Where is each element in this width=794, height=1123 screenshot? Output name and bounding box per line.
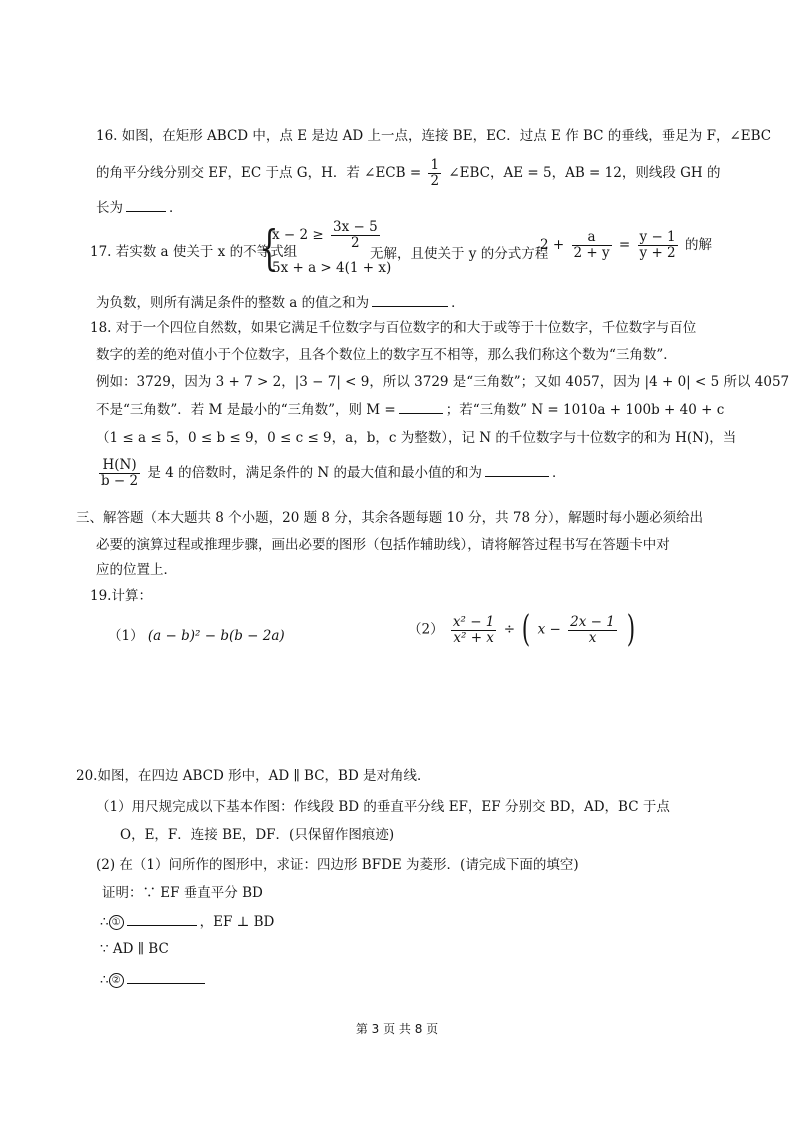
q17-inequality-system [260, 219, 392, 280]
q17-eq-num2: y − 1 [639, 229, 676, 245]
q17-line-2 [96, 292, 754, 313]
q20-proof-1: 证明：∵ EF 垂直平分 BD [102, 885, 263, 901]
q16-text-b: ∠EBC，AE = 5，AB = 12，则线段 GH 的 [448, 165, 721, 181]
q19-p2-label: （2） [408, 621, 444, 638]
q20-line-2: （1）用尺规完成以下基本作图：作线段 BD 的垂直平分线 EF，EF 分别交 BD，AD，BC 于点 [96, 799, 670, 815]
q19-p2-inner-lead: x − [537, 621, 561, 638]
q16-frac-den: 2 [430, 173, 440, 189]
q18-line6-end: ． [552, 465, 566, 481]
section3-line-3: 应的位置上． [96, 562, 177, 578]
q19-part-1 [108, 624, 285, 644]
q18-line-3: 例如：3729，因为 3 + 7 > 2，|3 − 7| < 9，所以 3729 是“三角数”；又如 4057，因为 |4 + 0| < 5 所以 4057 [96, 374, 790, 390]
q17-brace: { [260, 220, 279, 276]
q17-prefix: 17. 若实数 a 使关于 x 的不等式组 [90, 244, 298, 260]
section3-line-2: 必要的演算过程或推理步骤，画出必要的图形（包括作辅助线），请将解答过程书写在答题卡中对 [96, 537, 670, 553]
q19-p2-inner-num: 2x − 1 [570, 613, 615, 630]
q17-equation [540, 230, 712, 261]
q17-answer-prefix: 为负数，则所有满足条件的整数 a 的值之和为 [96, 295, 370, 311]
q18-frac-den: b − 2 [101, 473, 139, 489]
q17-eq-den1: 2 + y [573, 245, 610, 261]
q20-step-3 [100, 969, 754, 990]
q19-title: 19.计算： [90, 588, 152, 604]
q18-m-blank[interactable] [399, 399, 443, 414]
q19-p2-num: x² − 1 [452, 613, 495, 630]
q18-fraction [99, 458, 140, 489]
q20-line-4: (2) 在（1）问所作的图形中，求证：四边形 BFDE 为菱形．(请完成下面的填空) [96, 857, 579, 873]
q17-answer-blank[interactable] [372, 292, 448, 307]
q20-therefore-1: ∴ [100, 914, 109, 930]
q16-text-a: 的角平分线分别交 EF，EC 于点 G，H．若 ∠ECB = [96, 165, 422, 181]
q19-p2-den: x² + x [451, 630, 497, 646]
q19-part-2 [408, 609, 638, 650]
q19-p2-div: ÷ [503, 621, 516, 638]
q18-line6-text: 是 4 的倍数时，满足条件的 N 的最大值和最小值的和为 [147, 465, 482, 481]
q17-ineq-1 [272, 220, 383, 251]
q17-eq-frac-2 [638, 230, 678, 261]
q20-line-3: O，E，F．连接 BE，DF．(只保留作图痕迹) [120, 827, 395, 843]
q17-ineq1-num: 3x − 5 [333, 219, 378, 235]
q20-step-2: ∵ AD ∥ BC [100, 941, 169, 957]
q19-p2-inner-den: x [568, 630, 617, 646]
q17-middle: 无解，且使关于 y 的分式方程 [370, 246, 549, 262]
q19-right-paren: ) [626, 609, 636, 650]
q16-fraction [428, 158, 441, 189]
q17-ineq1-left: x − 2 ≥ [272, 227, 324, 243]
q19-left-paren: ( [522, 609, 531, 650]
q16-line-3 [96, 197, 754, 218]
q17-ineq-2: 5x + a > 4(1 + x) [272, 260, 392, 276]
q19-p2-inner-fraction [568, 615, 617, 646]
q16-answer-blank[interactable] [126, 197, 166, 212]
q17-suffix: 的解 [684, 237, 712, 253]
q20-blank-2[interactable] [127, 969, 205, 984]
page-footer: 第 3 页 共 8 页 [355, 1022, 439, 1036]
q20-line-1: 20.如图，在四边 ABCD 形中，AD ∥ BC，BD 是对角线． [76, 768, 431, 784]
q20-step1-after: ，EF ⊥ BD [199, 914, 275, 930]
q16-line3-end: ． [169, 200, 183, 216]
q16-line-2 [96, 158, 754, 189]
q17-ineq1-den: 2 [331, 235, 380, 251]
q18-line-2: 数字的差的绝对值小于个位数字，且各个数位上的数字互不相等，那么我们称这个数为“三角数”． [96, 347, 677, 363]
q18-line-1: 18. 对于一个四位自然数，如果它满足千位数字与百位数字的和大于或等于十位数字，千位数字与百位 [90, 320, 697, 336]
q20-step-1 [100, 911, 754, 932]
q18-line-4 [96, 399, 754, 420]
q17-eq-frac-1 [572, 230, 612, 261]
q17-eq-lead: 2 + [540, 237, 565, 253]
q20-therefore-2: ∴ [100, 972, 109, 988]
q17-eq-sign: = [618, 237, 631, 253]
q16-frac-num: 1 [430, 157, 440, 173]
q20-blank-1[interactable] [127, 911, 197, 926]
q18-line-6 [96, 458, 754, 489]
q16-line-1: 16. 如图，在矩形 ABCD 中，点 E 是边 AD 上一点，连接 BE，EC．过点 E 作 BC 的垂线，垂足为 F，∠EBC [96, 128, 772, 144]
q19-p1-expr: (a − b)² − b(b − 2a) [147, 628, 285, 644]
q20-circle-1: ① [109, 915, 124, 930]
q16-answer-prefix: 长为 [96, 200, 123, 216]
q19-p1-label: （1） [108, 628, 144, 644]
section3-line-1: 三、解答题（本大题共 8 个小题，20 题 8 分，其余各题每题 10 分，共 78 分），解题时每小题必须给出 [76, 510, 704, 526]
q20-circle-2: ② [109, 973, 124, 988]
q17-eq-den2: y + 2 [639, 245, 676, 261]
q19-p2-fraction [451, 615, 497, 646]
q18-answer-blank[interactable] [485, 462, 549, 477]
q18-line-5: （1 ≤ a ≤ 5，0 ≤ b ≤ 9，0 ≤ c ≤ 9，a，b，c 为整数），记 N 的千位数字与十位数字的和为 H(N)，当 [96, 430, 737, 446]
q18-m-prefix: 不是“三角数”．若 M 是最小的“三角数”，则 M = [96, 402, 396, 418]
q17-line2-end: ． [451, 295, 465, 311]
q18-n-def: ；若“三角数” N = 1010a + 100b + 40 + c [445, 402, 725, 418]
q18-frac-num: H(N) [102, 457, 137, 473]
q17-eq-num1: a [587, 229, 596, 245]
